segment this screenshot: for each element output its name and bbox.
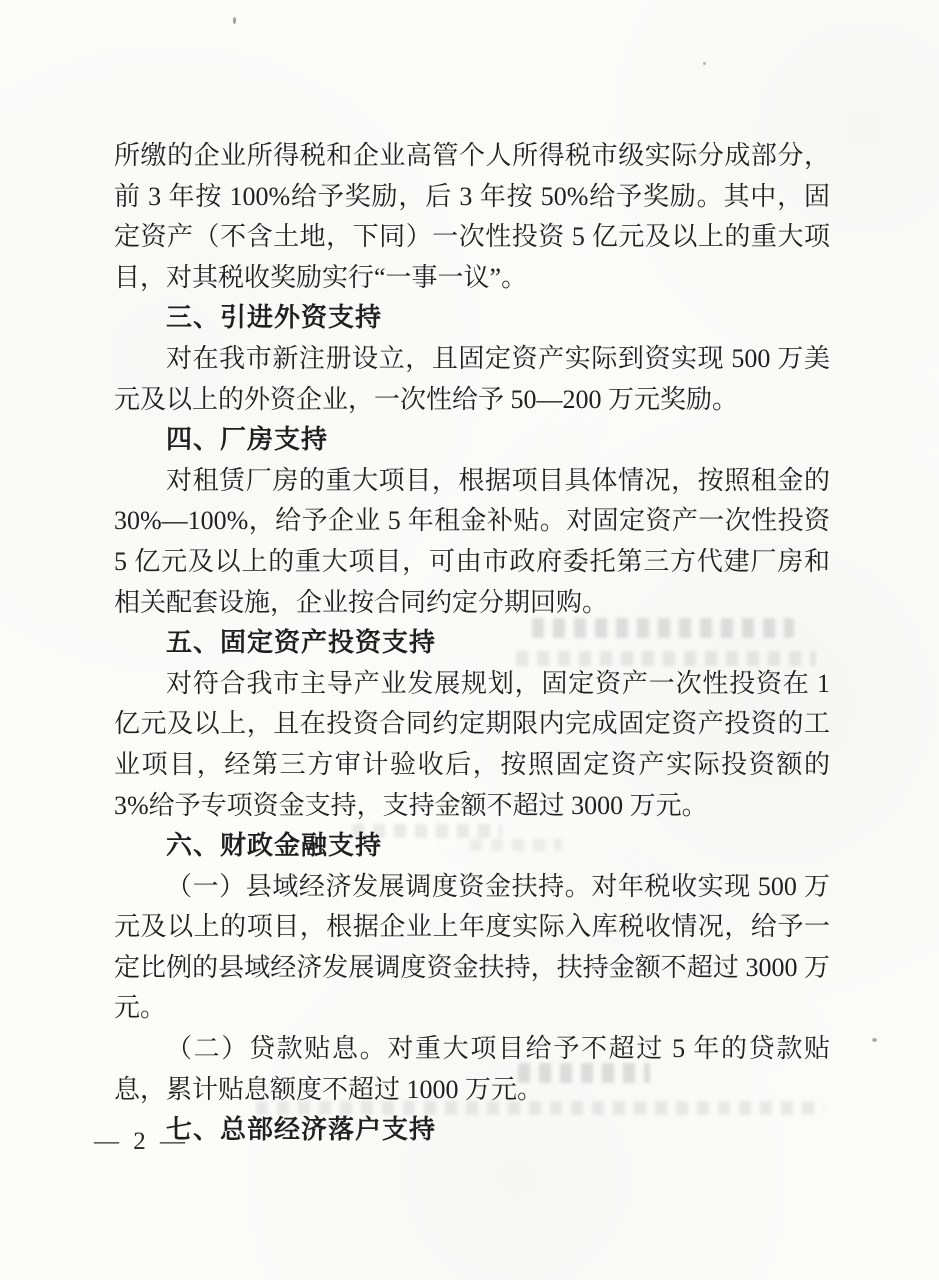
- body-paragraph: 对符合我市主导产业发展规划，固定资产一次性投资在 1 亿元及以上，且在投资合同约定期限内完成固定资产投资的工业项目，经第三方审计验收后，按照固定资产实际投资额的 3%给予专项资金支持，支持金额不超过 3000 万元。: [114, 668, 830, 820]
- body-paragraph: 所缴的企业所得税和企业高管个人所得税市级实际分成部分，前 3 年按 100%给予奖励，后 3 年按 50%给予奖励。其中，固定资产（不含土地，下同）一次性投资 5 亿元及以上的重大项目，对其税收奖励实行“一事一议”。: [114, 141, 830, 292]
- document-body: [114, 136, 830, 1151]
- body-paragraph: （二）贷款贴息。对重大项目给予不超过 5 年的贷款贴息，累计贴息额度不超过 1000 万元。: [114, 1034, 830, 1104]
- scan-noise-speck: [703, 62, 706, 65]
- body-paragraph: 对租赁厂房的重大项目，根据项目具体情况，按照租金的 30%—100%，给予企业 5 年租金补贴。对固定资产一次性投资 5 亿元及以上的重大项目，可由市政府委托第三方代建厂房和相关配套设施，企业按合同约定分期回购。: [114, 465, 830, 617]
- body-paragraph: （一）县域经济发展调度资金扶持。对年税收实现 500 万元及以上的项目，根据企业上年度实际入库税收情况，给予一定比例的县域经济发展调度资金扶持，扶持金额不超过 3000 万元。: [114, 871, 830, 1023]
- body-paragraph: 对在我市新注册设立，且固定资产实际到资实现 500 万美元及以上的外资企业，一次性给予 50—200 万元奖励。: [114, 343, 830, 414]
- scan-noise-speck: [872, 1038, 877, 1042]
- page-number: — 2 —: [94, 1128, 189, 1155]
- section-heading: 六、财政金融支持: [166, 831, 383, 862]
- scan-noise-speck: [233, 17, 236, 24]
- section-heading: 七、总部经济落户支持: [166, 1115, 437, 1146]
- section-heading: 三、引进外资支持: [166, 303, 383, 334]
- section-heading: 四、厂房支持: [166, 425, 329, 456]
- section-heading: 五、固定资产投资支持: [166, 628, 437, 659]
